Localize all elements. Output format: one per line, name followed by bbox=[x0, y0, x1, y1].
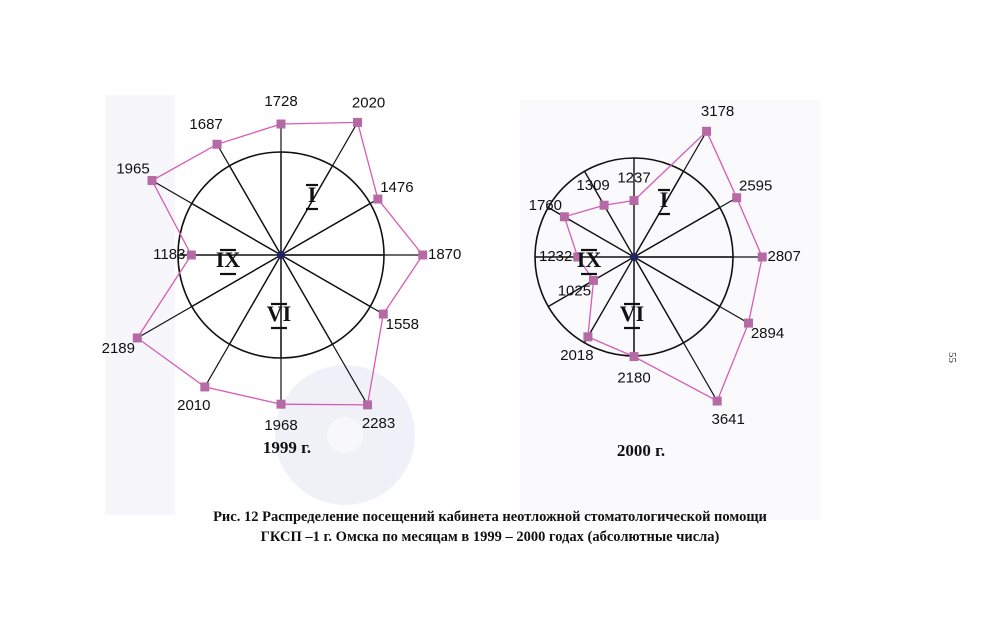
caption-line-2: ГКСП –1 г. Омска по месяцам в 1999 – 2000 годах (абсолютные числа) bbox=[260, 529, 720, 545]
quarter-label-3 bbox=[216, 247, 241, 274]
data-label-month-7: 2018 bbox=[560, 346, 594, 364]
data-label-month-3: 1870 bbox=[428, 245, 462, 263]
quarter-label-2 bbox=[267, 301, 291, 328]
background-shadow bbox=[105, 92, 820, 520]
data-label-month-9: 1183 bbox=[153, 245, 186, 263]
data-label-month-2: 2595 bbox=[739, 177, 773, 195]
spoke-extension bbox=[281, 199, 378, 255]
data-point-month-5 bbox=[713, 397, 722, 406]
data-label-month-12: 1728 bbox=[264, 92, 298, 110]
spoke-extension bbox=[217, 144, 281, 255]
quarter-label-3-text: IX bbox=[215, 247, 241, 273]
data-label-month-10: 1965 bbox=[116, 160, 150, 178]
figure-caption bbox=[100, 507, 880, 547]
center-dot bbox=[277, 251, 285, 259]
data-point-month-9 bbox=[187, 251, 196, 260]
data-label-month-5: 3641 bbox=[711, 411, 745, 429]
data-label-month-8: 2189 bbox=[101, 339, 135, 357]
data-label-month-4: 2894 bbox=[750, 325, 785, 343]
data-label-month-1: 3178 bbox=[700, 103, 735, 121]
data-label-month-11: 1309 bbox=[576, 177, 610, 195]
spoke-extension bbox=[281, 255, 383, 314]
data-point-month-1 bbox=[353, 118, 362, 127]
data-point-month-12 bbox=[630, 196, 639, 205]
chart-title: 2000 г. bbox=[616, 441, 666, 460]
data-label-month-3: 2807 bbox=[767, 247, 801, 265]
data-label-month-1: 2020 bbox=[351, 94, 386, 112]
quarter-label-2-text: VI bbox=[619, 301, 645, 327]
data-point-month-7 bbox=[200, 382, 209, 391]
center-dot bbox=[630, 253, 638, 261]
series-polygon bbox=[137, 122, 422, 405]
data-point-month-3 bbox=[758, 253, 767, 262]
data-label-month-12: 1237 bbox=[617, 169, 651, 187]
spoke-extension bbox=[281, 122, 358, 255]
data-point-month-11 bbox=[213, 140, 222, 149]
data-label-month-10: 1760 bbox=[528, 196, 562, 214]
quarter-label-1 bbox=[658, 187, 670, 214]
data-point-month-7 bbox=[583, 332, 592, 341]
caption-line-1: Рис. 12 Распределение посещений кабинета неотложной стоматологической помощи bbox=[213, 509, 767, 525]
data-label-month-6: 2180 bbox=[617, 369, 651, 387]
data-point-month-3 bbox=[418, 251, 427, 260]
quarter-label-3 bbox=[577, 247, 602, 274]
data-point-month-12 bbox=[277, 120, 286, 129]
data-label-month-6: 1968 bbox=[264, 417, 298, 435]
data-label-month-4: 1558 bbox=[385, 315, 419, 333]
data-label-month-2: 1476 bbox=[380, 179, 414, 197]
data-point-month-11 bbox=[600, 201, 609, 210]
quarter-label-1-text: I bbox=[659, 187, 669, 213]
data-label-month-11: 1687 bbox=[189, 116, 223, 134]
data-point-month-6 bbox=[630, 352, 639, 361]
quarter-label-2-text: VI bbox=[266, 301, 292, 327]
quarter-label-1 bbox=[306, 182, 318, 209]
chart-title: 1999 г. bbox=[262, 438, 312, 457]
data-label-month-7: 2010 bbox=[177, 396, 211, 414]
data-point-month-1 bbox=[702, 127, 711, 136]
quarter-label-1-text: I bbox=[307, 182, 317, 208]
quarter-label-3-text: IX bbox=[576, 247, 602, 273]
data-label-month-5: 2283 bbox=[361, 414, 396, 432]
data-point-month-5 bbox=[363, 400, 372, 409]
page-number: 55 bbox=[946, 352, 958, 363]
data-label-month-8: 1025 bbox=[557, 282, 592, 300]
quarter-label-2 bbox=[620, 301, 644, 328]
data-label-month-9: 1232 bbox=[539, 247, 573, 265]
data-point-month-6 bbox=[277, 400, 286, 409]
